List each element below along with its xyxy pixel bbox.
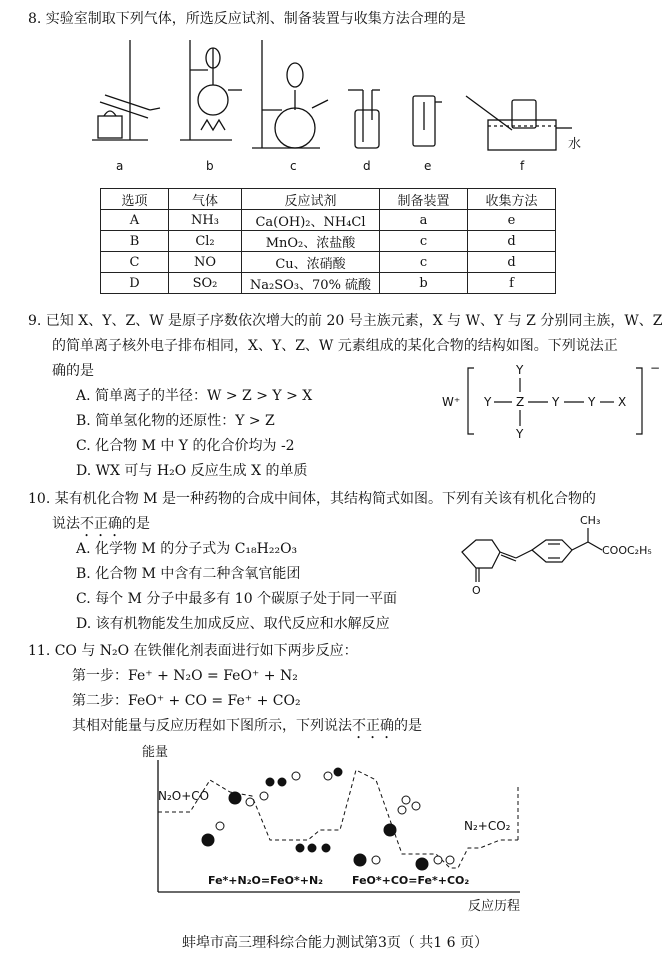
ester-label: COOC₂H₅ xyxy=(602,544,652,557)
energy-axis-label: 能量 xyxy=(142,745,169,760)
table-header: 气体 xyxy=(169,189,242,210)
q10-line2 xyxy=(52,513,150,540)
table-cell: b xyxy=(380,273,468,294)
q8-stem: 8. 实验室制取下列气体，所选反应试剂、制备装置与收集方法合理的是 xyxy=(28,11,466,27)
q10-line1: 10. 某有机化合物 M 是一种药物的合成中间体，其结构简式如图。下列有关该有机化合物的 xyxy=(28,491,596,507)
table-cell: NH₃ xyxy=(169,210,242,231)
table-header: 收集方法 xyxy=(468,189,556,210)
table-cell: A xyxy=(101,210,169,231)
q10-molecule-diagram xyxy=(452,512,662,612)
apparatus-label-d: d xyxy=(363,159,371,173)
q11-step1: 第一步：Fe⁺ + N₂O = FeO⁺ + N₂ xyxy=(72,668,298,684)
apparatus-label-f: f xyxy=(520,159,525,173)
q11-line4 xyxy=(72,715,422,742)
q11-step2: 第二步：FeO⁺ + CO = Fe⁺ + CO₂ xyxy=(72,693,301,709)
table-cell: D xyxy=(101,273,169,294)
oxygen-label: O xyxy=(472,584,481,597)
table-cell: B xyxy=(101,231,169,252)
table-row xyxy=(101,231,556,252)
table-cell: Cu、浓硝酸 xyxy=(242,252,380,273)
table-cell: Cl₂ xyxy=(169,231,242,252)
q9-option-b: B. 简单氢化物的还原性：Y > Z xyxy=(76,413,275,429)
table-cell: NO xyxy=(169,252,242,273)
q10-emphasis: 不正确 xyxy=(80,516,122,532)
q8-apparatus-figure xyxy=(0,30,670,180)
q9-line1: 9. 已知 X、Y、Z、W 是原子序数依次增大的前 20 号主族元素，X 与 W、Y 与 Z 分别同主族，W、Z xyxy=(28,313,663,329)
ch3-label: CH₃ xyxy=(580,514,601,527)
q9-line2: 的简单离子核外电子排布相同，X、Y、Z、W 元素组成的某化合物的结构如图。下列说法正 xyxy=(52,338,618,354)
q9-structure-diagram xyxy=(440,362,660,442)
table-cell: c xyxy=(380,231,468,252)
q10-option-d: D. 该有机物能发生加成反应、取代反应和水解反应 xyxy=(76,616,390,632)
apparatus-label-a: a xyxy=(116,159,124,173)
atom-y: Y xyxy=(484,395,492,409)
table-cell: d xyxy=(468,231,556,252)
q11-emphasis: 不正确 xyxy=(352,718,394,734)
atom-z: Z xyxy=(516,395,525,409)
apparatus-label-b: b xyxy=(206,159,214,173)
q10-option-b: B. 化合物 M 中含有二种含氧官能团 xyxy=(76,566,301,582)
page-footer: 蚌埠市高三理科综合能力测试第3页（ 共1 6 页） xyxy=(181,935,489,951)
table-row xyxy=(101,273,556,294)
q11-line1: 11. CO 与 N₂O 在铁催化剂表面进行如下两步反应： xyxy=(28,643,358,659)
q8-option-table xyxy=(100,188,556,294)
table-header: 制备装置 xyxy=(380,189,468,210)
table-header-row xyxy=(101,189,556,210)
step2-label: FeO*+CO=Fe*+CO₂ xyxy=(352,874,470,887)
table-cell: d xyxy=(468,252,556,273)
atom-y: Y xyxy=(588,395,596,409)
table-cell: C xyxy=(101,252,169,273)
table-cell: Ca(OH)₂、NH₄Cl xyxy=(242,210,380,231)
q10-option-c: C. 每个 M 分子中最多有 10 个碳原子处于同一平面 xyxy=(76,591,398,607)
reaction-axis-label: 反应历程 xyxy=(468,899,521,914)
cation-label: W⁺ xyxy=(442,395,461,409)
step1-label: Fe*+N₂O=FeO*+N₂ xyxy=(208,874,323,887)
atom-y: Y xyxy=(516,363,524,377)
atom-y: Y xyxy=(516,427,524,441)
q10-line2-post: 的是 xyxy=(122,516,150,532)
water-label: 水 xyxy=(568,137,582,152)
q10-option-a: A. 化学物 M 的分子式为 C₁₈H₂₂O₃ xyxy=(76,541,298,557)
table-cell: Na₂SO₃、70% 硫酸 xyxy=(242,273,380,294)
q9-option-d: D. WX 可与 H₂O 反应生成 X 的单质 xyxy=(76,463,308,479)
table-row xyxy=(101,252,556,273)
atom-y: Y xyxy=(552,395,560,409)
table-cell: MnO₂、浓盐酸 xyxy=(242,231,380,252)
end-label: N₂+CO₂ xyxy=(464,819,511,833)
q11-line4-pre: 其相对能量与反应历程如下图所示，下列说法 xyxy=(72,718,352,734)
table-row xyxy=(101,210,556,231)
q11-line4-post: 的是 xyxy=(394,718,422,734)
table-header: 反应试剂 xyxy=(242,189,380,210)
table-cell: SO₂ xyxy=(169,273,242,294)
table-cell: e xyxy=(468,210,556,231)
charge-sign: − xyxy=(650,362,660,375)
apparatus-label-e: e xyxy=(424,159,432,173)
q10-line2-pre: 说法 xyxy=(52,516,80,532)
apparatus-label-c: c xyxy=(290,159,297,173)
q9-line3: 确的是 xyxy=(52,363,94,379)
start-label: N₂O+CO xyxy=(158,789,210,803)
q9-option-c: C. 化合物 M 中 Y 的化合价均为 -2 xyxy=(76,438,295,454)
atom-x: X xyxy=(618,395,627,409)
q9-option-a: A. 简单离子的半径：W > Z > Y > X xyxy=(76,388,313,404)
table-cell: a xyxy=(380,210,468,231)
table-cell: c xyxy=(380,252,468,273)
table-header: 选项 xyxy=(101,189,169,210)
q11-energy-diagram xyxy=(140,740,560,915)
table-cell: f xyxy=(468,273,556,294)
